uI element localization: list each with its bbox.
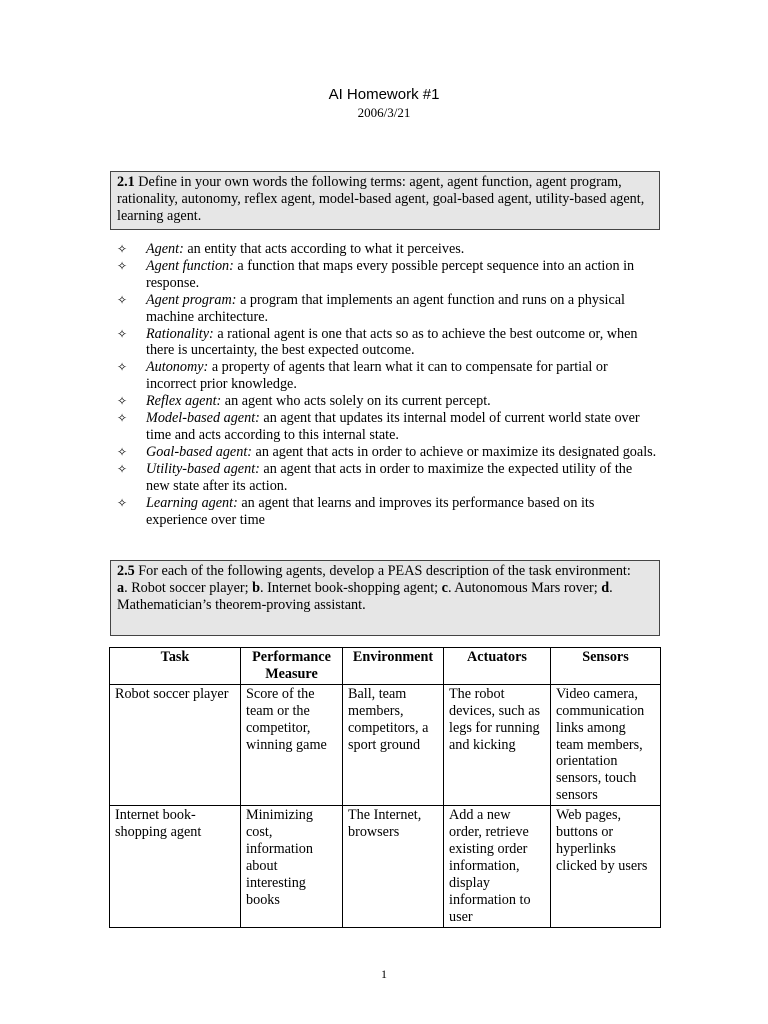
table-row <box>110 684 661 805</box>
definition-term: Reflex agent: <box>146 393 222 410</box>
item-letter: c <box>441 580 448 596</box>
question-2-1-box <box>110 171 660 230</box>
document-date: 2006/3/21 <box>357 105 411 120</box>
definition-term: Model-based agent: <box>146 410 260 427</box>
definition-text: an agent that updates its internal model of current world state over time and acts according to this internal state. <box>146 410 640 443</box>
question-text: For each of the following agents, develop a PEAS description of the task environment: <box>134 563 631 579</box>
definition-text: a property of agents that learn what it can to compensate for partial or incorrect prior knowledge. <box>146 359 608 393</box>
peas-table <box>109 647 661 928</box>
item-text: . Autonomous Mars rover; <box>447 580 602 596</box>
table-cell: Web pages, buttons or hyperlinks clicked by users <box>551 806 661 927</box>
table-cell: Minimizing cost, information about interesting books <box>241 806 343 927</box>
header-performance-measure: Performance Measure <box>241 648 343 685</box>
definition-term: Agent function: <box>146 257 234 274</box>
definition-item <box>117 326 657 360</box>
definition-item <box>117 495 657 529</box>
table-cell: Ball, team members, competitors, a sport ground <box>343 684 444 805</box>
item-text: . Mathematician’s theorem-proving assistant. <box>117 580 613 613</box>
table-cell: Video camera, communication links among team members, orientation sensors, touch sensors <box>551 684 661 805</box>
definition-term: Agent: <box>146 241 184 257</box>
definition-text: a rational agent is one that acts so as to achieve the best outcome or, when there is uncertainty, the best expected outcome. <box>146 325 638 359</box>
table-cell: The robot devices, such as legs for running and kicking <box>444 684 551 805</box>
definition-text: an agent who acts solely on its current percept. <box>221 393 491 410</box>
header-task: Task <box>110 648 241 685</box>
header-sensors: Sensors <box>551 648 661 685</box>
definition-text: a function that maps every possible percept sequence into an action in response. <box>146 257 635 291</box>
item-letter: d <box>601 580 610 596</box>
table-cell: The Internet, browsers <box>343 806 444 927</box>
definition-item <box>117 292 657 326</box>
definition-term: Agent program: <box>146 291 237 308</box>
definition-item <box>117 241 657 258</box>
definition-text: an entity that acts according to what it perceives. <box>183 241 465 257</box>
definitions-list <box>117 241 657 528</box>
definition-item <box>117 410 657 444</box>
diamond-outline-icon: ✧ <box>117 461 128 476</box>
diamond-outline-icon: ✧ <box>117 394 128 409</box>
item-letter: a <box>117 580 125 596</box>
item-text: . Internet book-shopping agent; <box>260 580 442 596</box>
definition-item <box>117 258 657 292</box>
table-cell: Score of the team or the competitor, winning game <box>241 684 343 805</box>
document-title: AI Homework #1 <box>328 86 440 103</box>
item-letter: b <box>252 580 261 596</box>
diamond-outline-icon: ✧ <box>117 292 128 307</box>
question-number: 2.5 <box>117 563 135 579</box>
table-cell: Add a new order, retrieve existing order information, display information to user <box>444 806 551 927</box>
table-header-row <box>110 648 661 685</box>
definition-term: Rationality: <box>146 325 214 342</box>
question-text: Define in your own words the following terms: agent, agent function, agent program, rationality, autonomy, reflex agent, model-based agent, goal-based agent, utility-based agent, learning agent. <box>117 174 645 224</box>
definition-term: Utility-based agent: <box>146 460 260 477</box>
item-text: . Robot soccer player; <box>124 580 253 596</box>
definition-item <box>117 444 657 461</box>
diamond-outline-icon: ✧ <box>117 326 128 341</box>
definition-item <box>117 461 657 495</box>
question-number: 2.1 <box>117 174 135 190</box>
header-actuators: Actuators <box>444 648 551 685</box>
definition-term: Learning agent: <box>146 494 238 511</box>
diamond-outline-icon: ✧ <box>117 258 128 273</box>
definition-item <box>117 359 657 393</box>
page-number: 1 <box>381 967 387 981</box>
diamond-outline-icon: ✧ <box>117 360 128 375</box>
definition-text: a program that implements an agent function and runs on a physical machine architecture. <box>146 291 625 325</box>
definition-text: an agent that learns and improves its performance based on its experience over time <box>146 494 595 528</box>
diamond-outline-icon: ✧ <box>117 242 128 256</box>
table-cell: Internet book-shopping agent <box>110 806 241 927</box>
table-row <box>110 806 661 927</box>
definition-term: Autonomy: <box>146 359 209 376</box>
definition-term: Goal-based agent: <box>146 443 252 460</box>
definition-text: an agent that acts in order to achieve or maximize its designated goals. <box>252 443 657 460</box>
table-cell: Robot soccer player <box>110 684 241 805</box>
diamond-outline-icon: ✧ <box>117 444 128 459</box>
definition-text: an agent that acts in order to maximize the expected utility of the new state after its action. <box>146 460 633 494</box>
diamond-outline-icon: ✧ <box>117 411 128 426</box>
question-2-5-box <box>110 560 660 636</box>
definition-item <box>117 393 657 410</box>
header-environment: Environment <box>343 648 444 685</box>
diamond-outline-icon: ✧ <box>117 495 128 510</box>
